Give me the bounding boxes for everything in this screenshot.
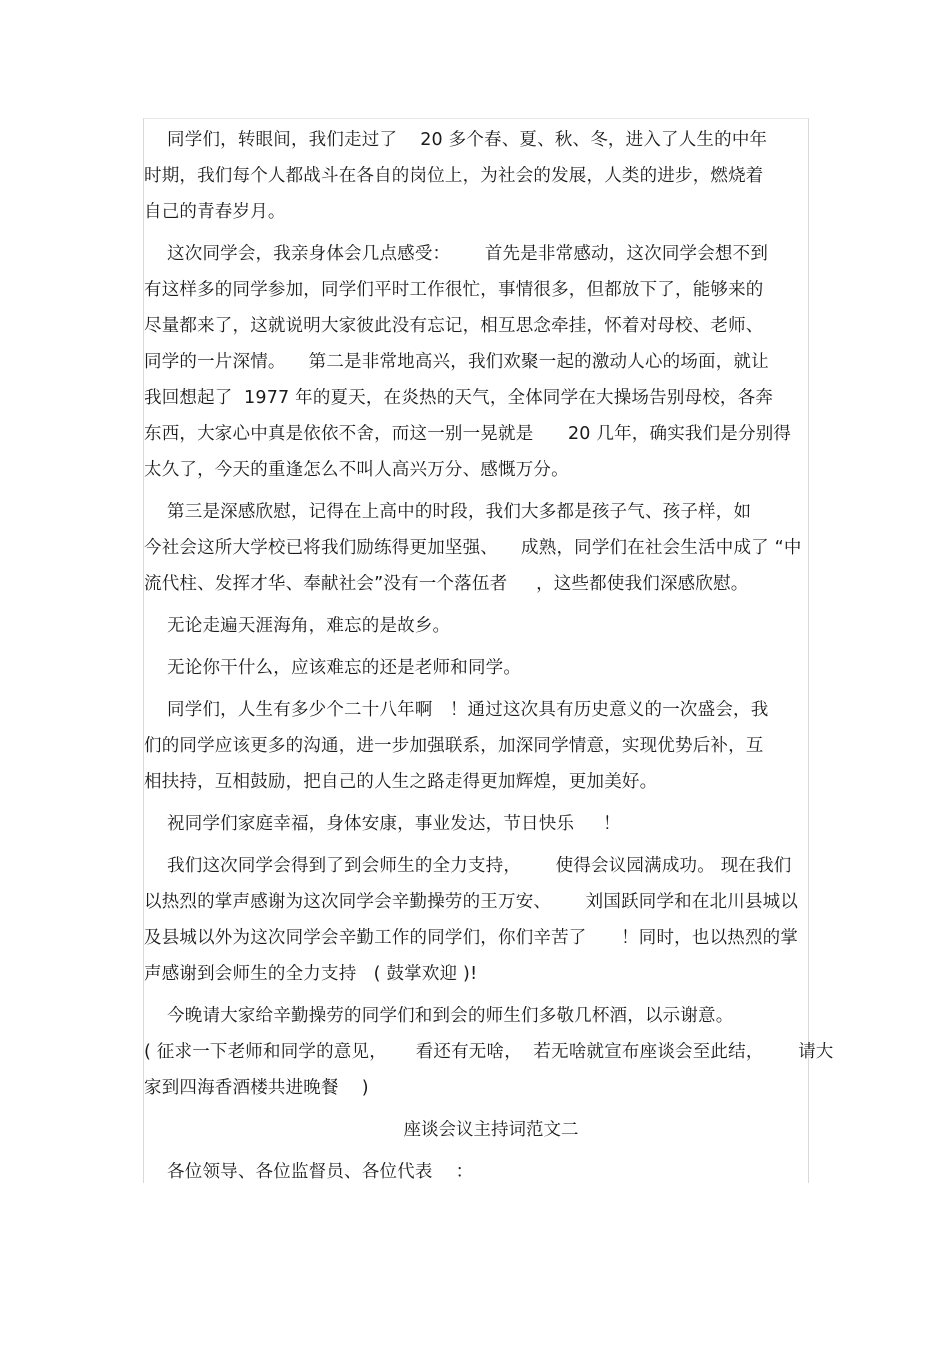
paragraph-line: 无论走遍天涯海角，难忘的是故乡。 [144,616,451,636]
paragraph-line: 祝同学们家庭幸福，身体安康，事业发达，节日快乐 ！ [144,814,621,834]
paragraph-line: 第三是深感欣慰，记得在上高中的时段，我们大多都是孩子气、孩子样，如 [144,502,752,522]
paragraph-line: 东西，大家心中真是依依不舍，而这一别一晃就是 20 几年，确实我们是分别得 [144,424,792,444]
paragraph-line: 无论你干什么，应该难忘的还是老师和同学。 [144,658,522,678]
paragraph-line: 家到四海香酒楼共进晚餐 ) [144,1078,369,1098]
paragraph-line: 声感谢到会师生的全力支持 ( 鼓掌欢迎 )! [144,964,478,984]
paragraph-line: 我们这次同学会得到了到会师生的全力支持， 使得会议园满成功。 现在我们 [144,856,792,876]
paragraph-line: 太久了，今天的重逢怎么不叫人高兴万分、感慨万分。 [144,460,569,480]
document-page [143,118,834,1183]
paragraph-line: 尽量都来了，这就说明大家彼此没有忘记，相互思念牵挂，怀着对母校、老师、 [144,316,764,336]
paragraph-line: 们的同学应该更多的沟通，进一步加强联系，加深同学情意，实现优势后补，互 [144,736,764,756]
paragraph-line: 相扶持，互相鼓励，把自己的人生之路走得更加辉煌，更加美好。 [144,772,658,792]
paragraph-line: 同学们，人生有多少个二十八年啊 ！通过这次具有历史意义的一次盛会，我 [144,700,769,720]
paragraph-line: 有这样多的同学参加，同学们平时工作很忙，事情很多，但都放下了，能够来的 [144,280,764,300]
paragraph-line: 同学的一片深情。 第二是非常地高兴，我们欢聚一起的激动人心的场面，就让 [144,352,769,372]
paragraph-line: 流代柱、发挥才华、奉献社会”没有一个落伍者 ，这些都使我们深感欣慰。 [144,574,749,594]
paragraph-line: 我回想起了 1977 年的夏天，在炎热的天气，全体同学在大操场告别母校，各奔 [144,388,774,408]
paragraph-line: 同学们，转眼间，我们走过了 20 多个春、夏、秋、冬，进入了人生的中年 [144,130,768,150]
greeting-line: 各位领导、各位监督员、各位代表 ： [144,1162,474,1182]
paragraph-line: 今晚请大家给辛勤操劳的同学们和到会的师生们多敬几杯酒，以示谢意。 [144,1006,734,1026]
paragraph-line: 今社会这所大学校已将我们励练得更加坚强、 成熟，同学们在社会生活中成了 “中 [144,538,802,558]
section-title: 座谈会议主持词范文二 [403,1120,579,1140]
paragraph-line: ( 征求一下老师和同学的意见， 看还有无啥， 若无啥就宣布座谈会至此结， 请大 [144,1042,834,1062]
paragraph-line: 以热烈的掌声感谢为这次同学会辛勤操劳的王万安、 刘国跃同学和在北川县城以 [144,892,799,912]
paragraph-line: 这次同学会，我亲身体会几点感受： 首先是非常感动，这次同学会想不到 [144,244,769,264]
paragraph-line: 及县城以外为这次同学会辛勤工作的同学们，你们辛苦了 ！同时，也以热烈的掌 [144,928,799,948]
paragraph-line: 自己的青春岁月。 [144,202,286,222]
paragraph-line: 时期，我们每个人都战斗在各自的岗位上，为社会的发展，人类的进步，燃烧着 [144,166,764,186]
